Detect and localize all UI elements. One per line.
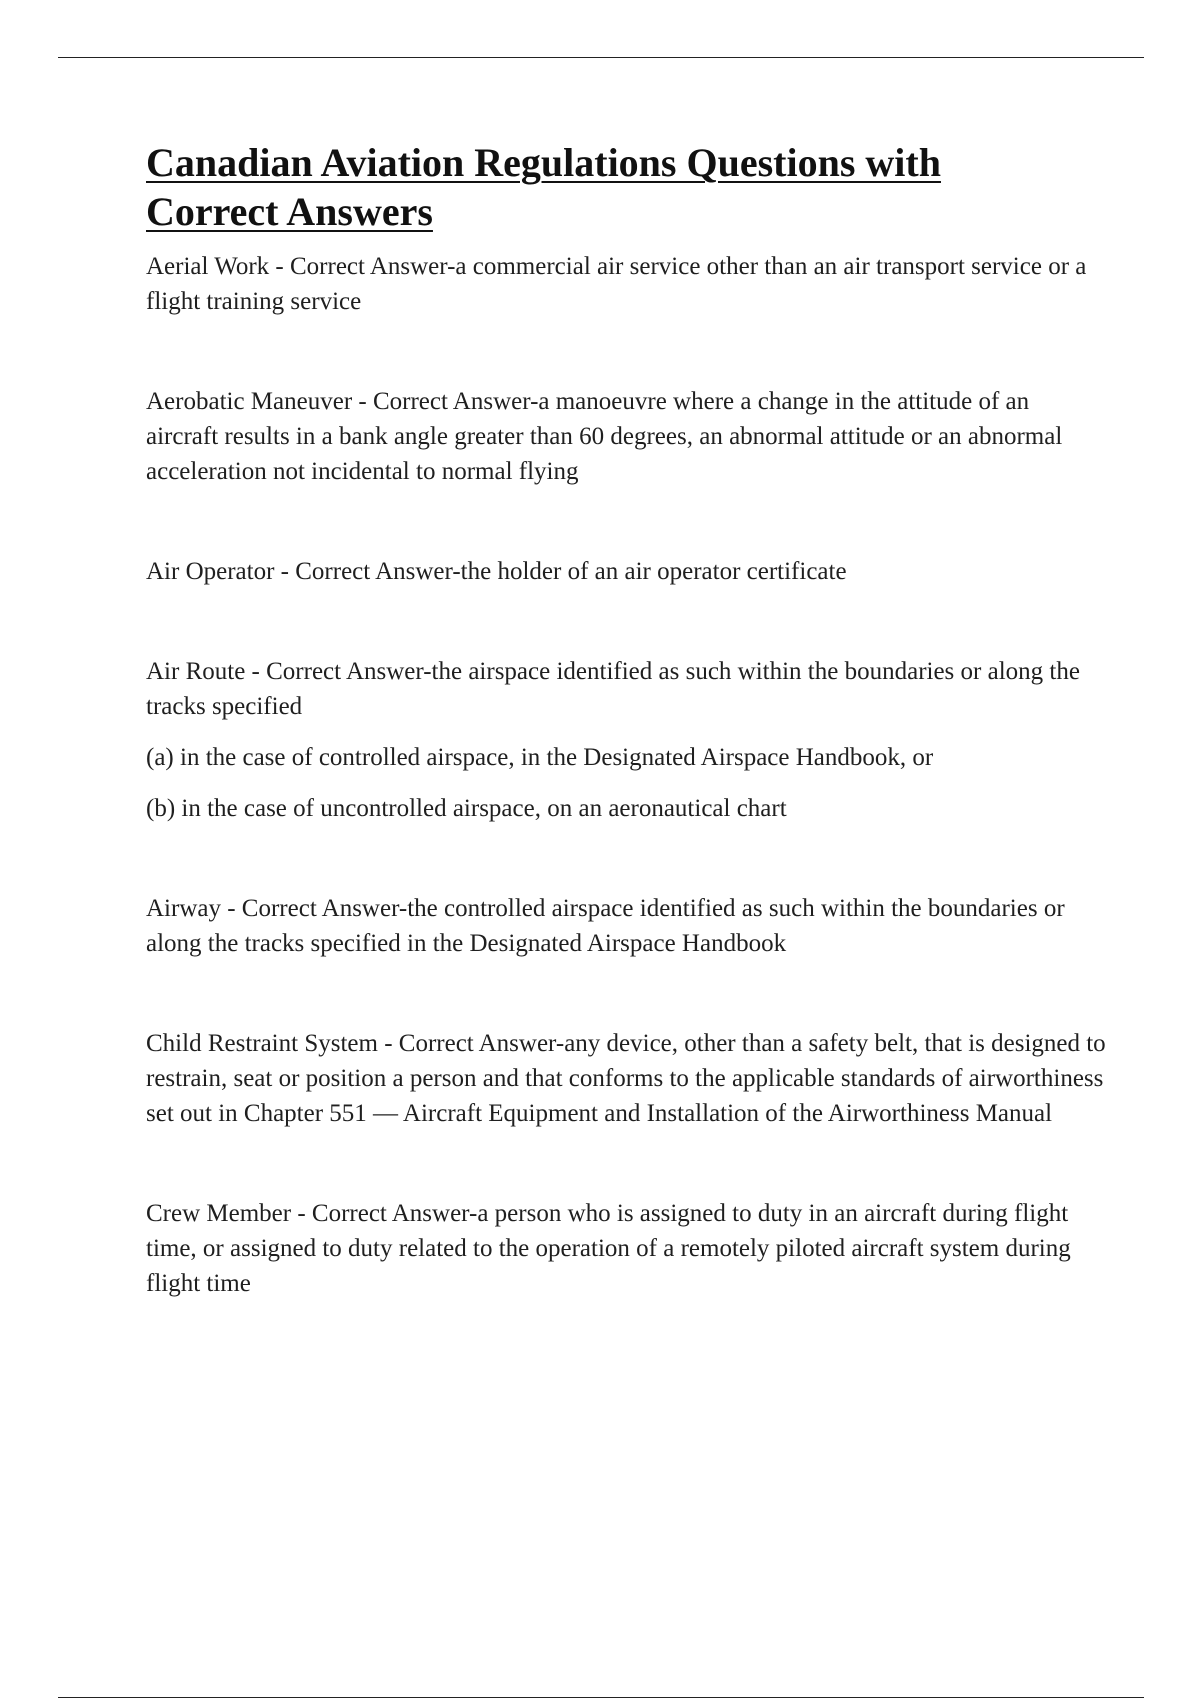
- entry-text: Air Operator - Correct Answer-the holder of an air operator certificate: [146, 558, 847, 585]
- entry-aerobatic-maneuver: [146, 384, 1106, 489]
- header-rule: [58, 57, 1144, 58]
- entry-text: Child Restraint System - Correct Answer-any device, other than a safety belt, that is designed to restrain, seat or position a person and that conforms to the applicable standards of airworthiness set out in Chapter 551 — Aircraft Equipment and Installation of the Airworthiness Manual: [146, 1030, 1106, 1127]
- entry-text: Airway - Correct Answer-the controlled airspace identified as such within the boundaries or along the tracks specified in the Designated Airspace Handbook: [146, 895, 1065, 957]
- page-title: [146, 138, 1106, 236]
- title-line-1: Canadian Aviation Regulations Questions with: [146, 140, 941, 185]
- entry-airway: [146, 891, 1106, 961]
- entry-text: Aerial Work - Correct Answer-a commercial air service other than an air transport service or a flight training service: [146, 253, 1087, 315]
- entry-text: Air Route - Correct Answer-the airspace identified as such within the boundaries or along the tracks specified: [146, 658, 1080, 720]
- entry-crew-member: [146, 1196, 1106, 1301]
- title-line-2: Correct Answers: [146, 189, 433, 234]
- entry-subitem-a: (a) in the case of controlled airspace, in the Designated Airspace Handbook, or: [146, 744, 934, 771]
- entry-text: Aerobatic Maneuver - Correct Answer-a manoeuvre where a change in the attitude of an aircraft results in a bank angle greater than 60 degrees, an abnormal attitude or an abnormal acceleration not incidental to normal flying: [146, 388, 1063, 485]
- entry-aerial-work: [146, 249, 1106, 319]
- entry-subitem-b: (b) in the case of uncontrolled airspace, on an aeronautical chart: [146, 795, 787, 822]
- entry-text: Crew Member - Correct Answer-a person who is assigned to duty in an aircraft during flight time, or assigned to duty related to the operation of a remotely piloted aircraft system during flight time: [146, 1200, 1071, 1297]
- footer-rule: [58, 1697, 1144, 1698]
- entry-air-operator: [146, 554, 1106, 589]
- document-body: [146, 138, 1106, 1301]
- entry-child-restraint-system: [146, 1026, 1106, 1131]
- entry-air-route: [146, 654, 1106, 826]
- entries-list: [146, 249, 1106, 1301]
